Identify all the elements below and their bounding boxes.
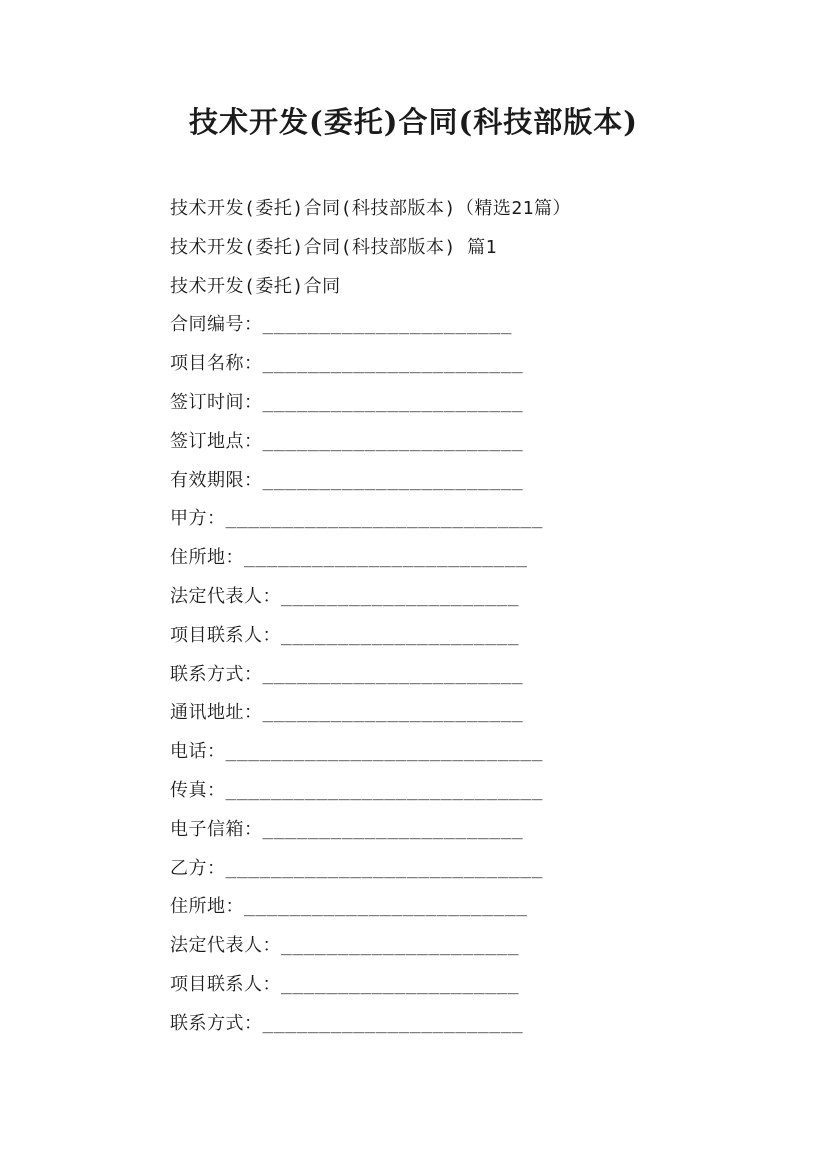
blank-line: ____________________________ [225, 508, 543, 530]
field-label: 项目名称： [170, 353, 263, 375]
field-party-b-project-contact [170, 966, 730, 1005]
blank-line: _____________________ [281, 973, 520, 995]
blank-line: _______________________ [262, 469, 524, 491]
blank-line: _____________________ [281, 935, 520, 957]
field-label: 电子信箱： [170, 818, 263, 840]
field-party-a-fax [170, 772, 730, 811]
blank-line: _____________________ [281, 624, 520, 646]
field-label: 签订时间： [170, 391, 263, 413]
field-party-a-contact-method [170, 656, 730, 695]
blank-line: _________________________ [244, 896, 528, 918]
blank-line: _________________________ [244, 547, 528, 569]
field-party-a-mail-address [170, 694, 730, 733]
field-label: 签订地点： [170, 430, 263, 452]
field-party-a [170, 500, 730, 539]
field-project-name [170, 345, 730, 384]
field-label: 传真： [170, 779, 226, 801]
blank-line: _______________________ [262, 818, 524, 840]
field-party-a-phone [170, 733, 730, 772]
field-label: 联系方式： [170, 1012, 263, 1034]
field-party-a-project-contact [170, 617, 730, 656]
field-party-b [170, 850, 730, 889]
field-party-b-legal-rep [170, 927, 730, 966]
field-label: 项目联系人： [170, 973, 281, 995]
text-line-section: 技术开发(委托)合同(科技部版本) 篇1 [170, 236, 498, 258]
field-label: 项目联系人： [170, 624, 281, 646]
field-label: 合同编号： [170, 314, 263, 336]
blank-line: _______________________ [262, 702, 524, 724]
text-line-heading: 技术开发(委托)合同(科技部版本)（精选21篇） [170, 198, 572, 219]
blank-line: _______________________ [262, 391, 524, 413]
blank-line: _____________________ [281, 585, 520, 607]
blank-line: _______________________ [262, 353, 524, 375]
blank-line: _______________________ [262, 1012, 524, 1034]
blank-line: ______________________ [262, 314, 512, 336]
field-label: 电话： [170, 741, 226, 763]
field-party-b-contact-method [170, 1005, 730, 1044]
field-label: 乙方： [170, 857, 226, 879]
field-sign-time [170, 384, 730, 423]
blank-line: ____________________________ [225, 779, 543, 801]
field-party-b-address [170, 888, 730, 927]
field-label: 法定代表人： [170, 935, 281, 957]
blank-line: _______________________ [262, 430, 524, 452]
field-contract-number [170, 306, 730, 345]
field-party-a-legal-rep [170, 578, 730, 617]
field-label: 住所地： [170, 896, 244, 918]
field-party-a-email [170, 811, 730, 850]
document-title: 技术开发(委托)合同(科技部版本) [189, 105, 638, 139]
field-label: 法定代表人： [170, 585, 281, 607]
field-sign-place [170, 423, 730, 462]
field-party-a-address [170, 539, 730, 578]
blank-line: ____________________________ [225, 741, 543, 763]
field-label: 甲方： [170, 508, 226, 530]
field-valid-period [170, 462, 730, 501]
blank-line: _______________________ [262, 663, 524, 685]
blank-line: ____________________________ [225, 857, 543, 879]
document-body [170, 190, 730, 1044]
field-label: 联系方式： [170, 663, 263, 685]
field-label: 有效期限： [170, 469, 263, 491]
field-label: 通讯地址： [170, 702, 263, 724]
field-label: 住所地： [170, 547, 244, 569]
text-line-contract-name: 技术开发(委托)合同 [170, 275, 341, 297]
